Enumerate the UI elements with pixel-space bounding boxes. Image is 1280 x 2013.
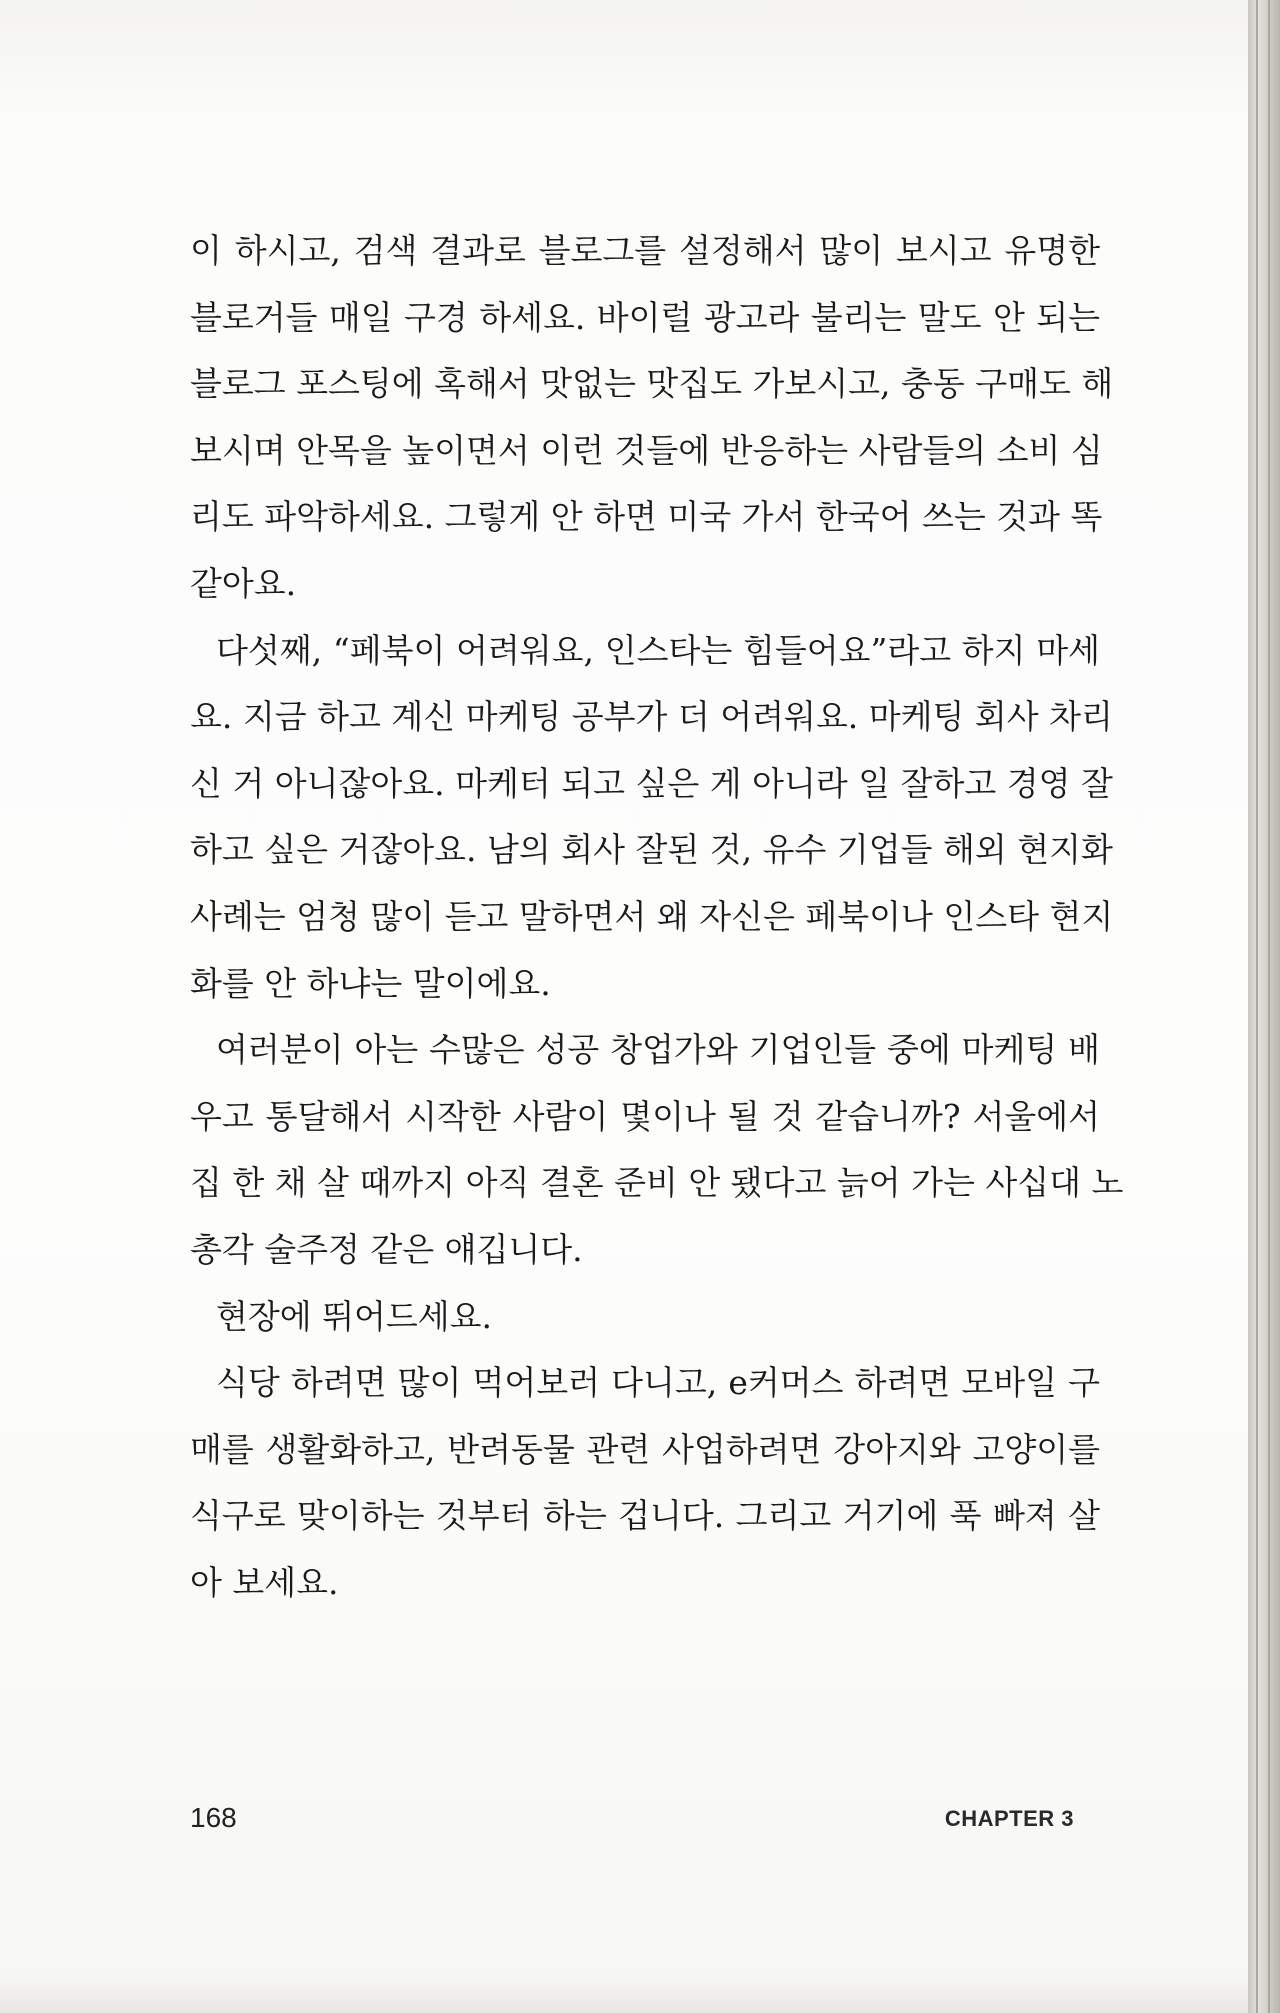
text-line: 다섯째, “페북이 어려워요, 인스타는 힘들어요”라고 하지 마세 — [216, 630, 1100, 670]
text-line: 요. 지금 하고 계신 마케팅 공부가 더 어려워요. 마케팅 회사 차리 — [190, 697, 1113, 737]
text-line: 여러분이 아는 수많은 성공 창업가와 기업인들 중에 마케팅 배 — [216, 1030, 1100, 1070]
text-line: 블로그 포스팅에 혹해서 맛없는 맛집도 가보시고, 충동 구매도 해 — [190, 364, 1114, 404]
text-line: 하고 싶은 거잖아요. 남의 회사 잘된 것, 유수 기업들 해외 현지화 — [190, 830, 1113, 870]
text-line: 이 하시고, 검색 결과로 블로그를 설정해서 많이 보시고 유명한 — [190, 231, 1100, 270]
text-line: 매를 생활화하고, 반려동물 관련 사업하려면 강아지와 고양이를 — [190, 1429, 1100, 1469]
text-line: 집 한 채 살 때까지 아직 결혼 준비 안 됐다고 늙어 가는 사십대 노 — [190, 1163, 1124, 1203]
text-line: 식구로 맞이하는 것부터 하는 겁니다. 그리고 거기에 푹 빠져 살 — [190, 1496, 1100, 1536]
text-line: 우고 통달해서 시작한 사람이 몇이나 될 것 같습니까? 서울에서 — [190, 1096, 1100, 1136]
text-line: 식당 하려면 많이 먹어보러 다니고, e커머스 하려면 모바일 구 — [216, 1363, 1100, 1403]
text-line: 아 보세요. — [190, 1562, 339, 1602]
page-body-text — [190, 218, 1124, 1616]
text-line: 같아요. — [190, 563, 297, 603]
page-number: 168 — [190, 1802, 237, 1833]
book-page-edge — [1248, 0, 1280, 2013]
text-line: 화를 안 하냐는 말이에요. — [190, 963, 551, 1003]
text-line: 사례는 엄청 많이 듣고 말하면서 왜 자신은 페북이나 인스타 현지 — [190, 896, 1114, 936]
text-line: 보시며 안목을 높이면서 이런 것들에 반응하는 사람들의 소비 심 — [190, 430, 1103, 470]
text-line: 총각 술주정 같은 얘깁니다. — [190, 1229, 583, 1269]
text-line: 블로거들 매일 구경 하세요. 바이럴 광고라 불리는 말도 안 되는 — [190, 297, 1100, 337]
text-line: 신 거 아니잖아요. 마케터 되고 싶은 게 아니라 일 잘하고 경영 잘 — [190, 763, 1113, 803]
page-edge-line — [1256, 0, 1258, 2013]
page-edge-line — [1268, 0, 1270, 2013]
page-bottom-shadow — [0, 1973, 1248, 2013]
chapter-label: CHAPTER 3 — [944, 1806, 1074, 1831]
text-line: 리도 파악하세요. 그렇게 안 하면 미국 가서 한국어 쓰는 것과 똑 — [190, 497, 1103, 537]
text-line: 현장에 뛰어드세요. — [216, 1296, 493, 1336]
